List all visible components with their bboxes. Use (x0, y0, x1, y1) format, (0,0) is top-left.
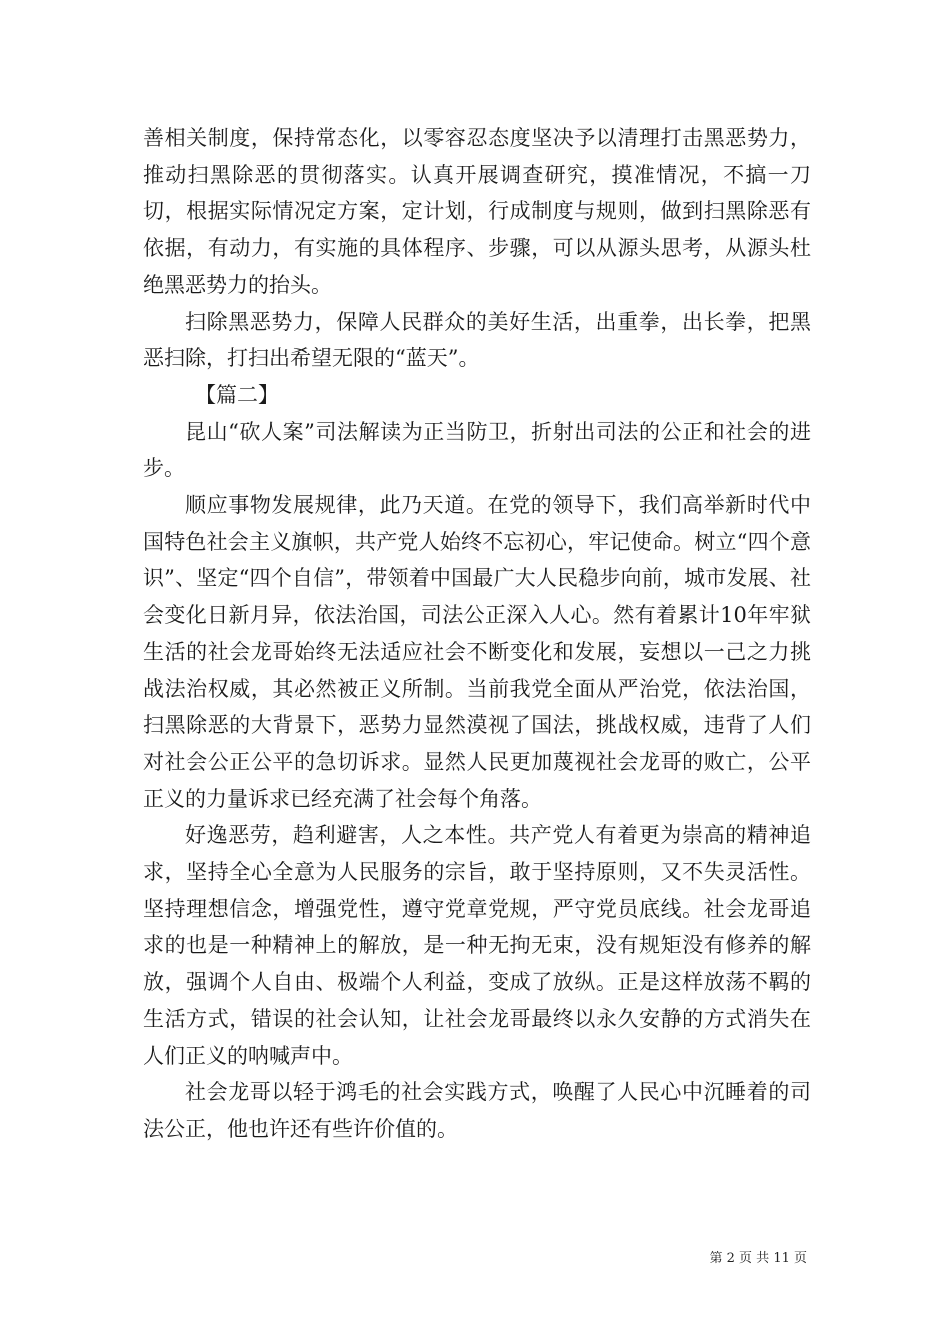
paragraph-intro: 昆山“砍人案”司法解读为正当防卫，折射出司法的公正和社会的进步。 (143, 419, 811, 481)
section-heading: 【篇二】 (195, 382, 279, 407)
paragraph-summary: 扫除黑恶势力，保障人民群众的美好生活，出重拳，出长拳，把黑恶扫除，打扫出希望无限的“蓝天”。 (143, 309, 811, 371)
paragraph-continued: 善相关制度，保持常态化，以零容忍态度坚决予以清理打击黑恶势力，推动扫黑除恶的贯彻落实。认真开展调查研究，摸准情况，不搞一刀切，根据实际情况定方案，定计划，行成制度与规则，做到扫黑除恶有依据，有动力，有实施的具体程序、步骤，可以从源头思考，从源头杜绝黑恶势力的抬头。 (143, 126, 811, 297)
paragraph-body-2: 好逸恶劳，趋利避害，人之本性。共产党人有着更为崇高的精神追求，坚持全心全意为人民服务的宗旨，敢于坚持原则，又不失灵活性。坚持理想信念，增强党性，遵守党章党规，严守党员底线。社会龙哥追求的也是一种精神上的解放，是一种无拘无束，没有规矩没有修养的解放，强调个人自由、极端个人利益，变成了放纵。正是这样放荡不羁的生活方式，错误的社会认知，让社会龙哥最终以永久安静的方式消失在人们正义的呐喊声中。 (143, 823, 811, 1068)
paragraph-conclusion: 社会龙哥以轻于鸿毛的社会实践方式，唤醒了人民心中沉睡着的司法公正，他也许还有些许价值的。 (143, 1080, 811, 1141)
document-body (143, 120, 811, 1148)
paragraph-body-1: 顺应事物发展规律，此乃天道。在党的领导下，我们高举新时代中国特色社会主义旗帜，共产党人始终不忘初心，牢记使命。树立“四个意识”、坚定“四个自信”，带领着中国最广大人民稳步向前，城市发展、社会变化日新月异，依法治国，司法公正深入人心。然有着累计10年牢狱生活的社会龙哥始终无法适应社会不断变化和发展，妄想以一己之力挑战法治权威，其必然被正义所制。当前我党全面从严治党，依法治国，扫黑除恶的大背景下，恶势力显然漠视了国法，挑战权威，违背了人们对社会公正公平的急切诉求。显然人民更加蔑视社会龙哥的败亡，公平正义的力量诉求已经充满了社会每个角落。 (143, 493, 811, 811)
page-number: 第 2 页 共 11 页 (709, 1251, 807, 1266)
